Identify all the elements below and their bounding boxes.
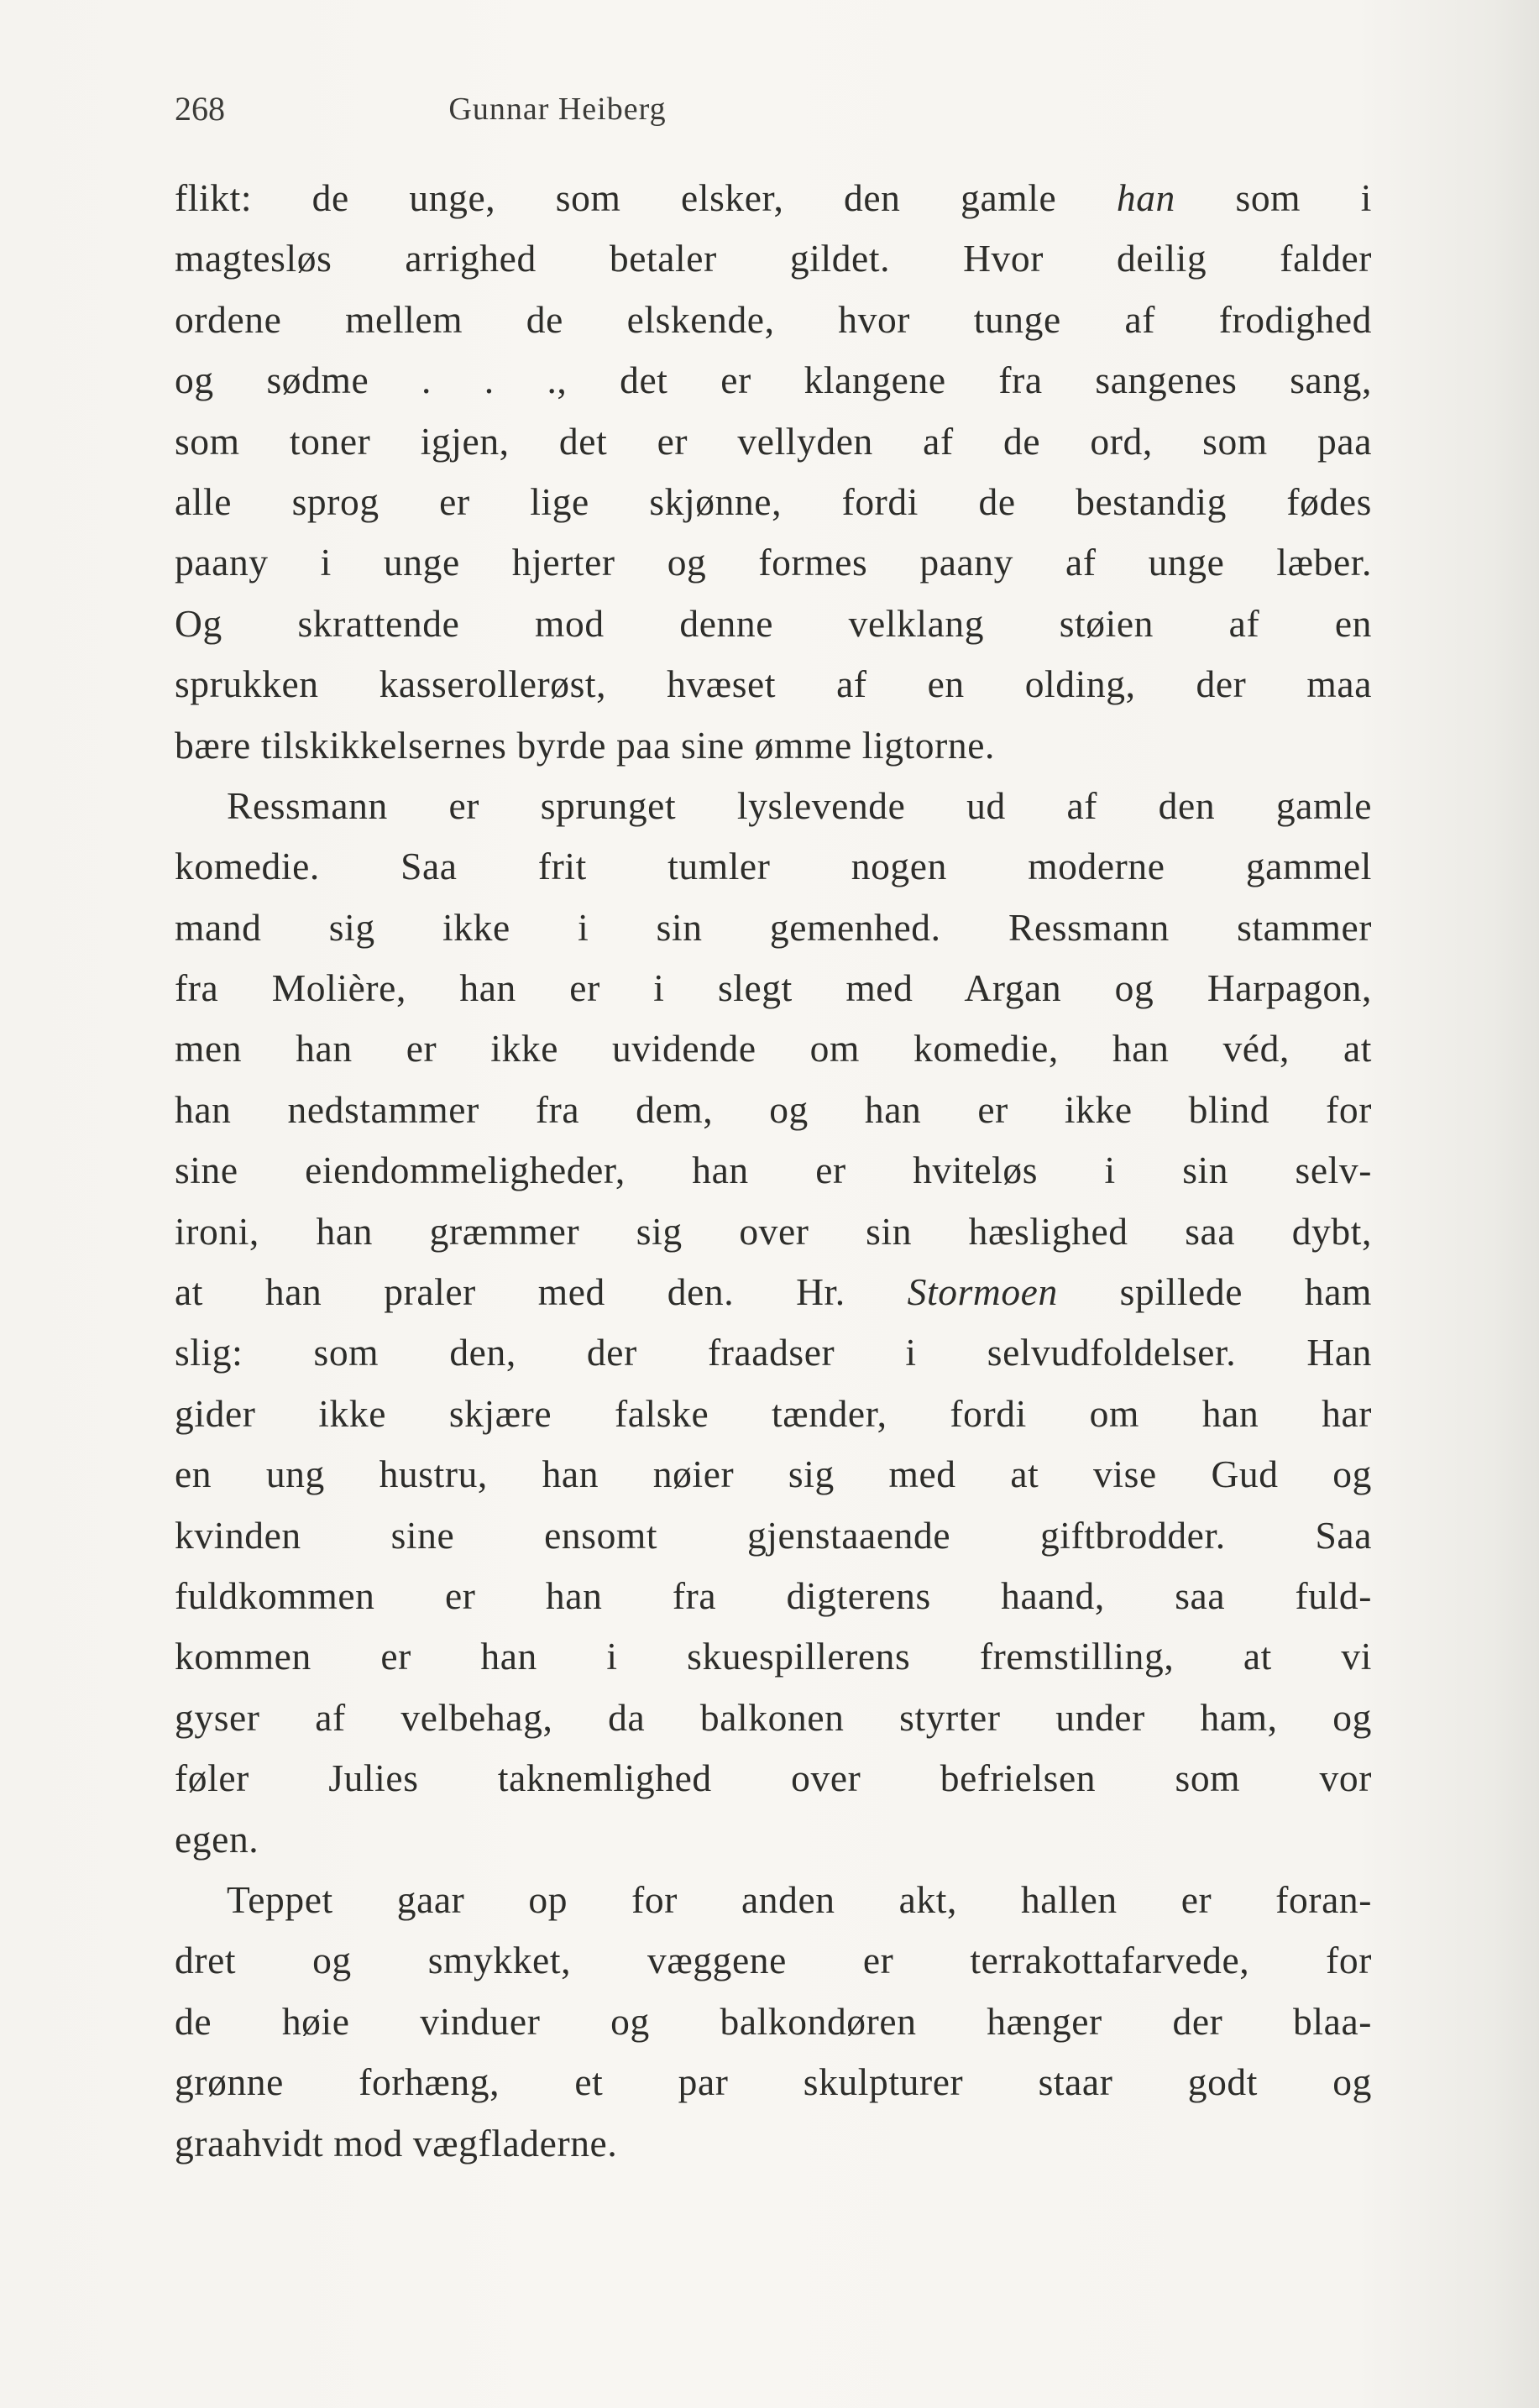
- text-line: og sødme . . ., det er klangene fra sangenes sang,: [175, 359, 1372, 402]
- text-line: komedie. Saa frit tumler nogen moderne gammel: [175, 845, 1372, 888]
- text-run: spillede ham: [1057, 1270, 1372, 1314]
- text-line: fuldkommen er han fra digterens haand, saa fuld-: [175, 1573, 1372, 1617]
- italic-text: Stormoen: [907, 1270, 1058, 1314]
- page-header: [175, 84, 940, 134]
- text-line: grønne forhæng, et par skulpturer staar godt og: [175, 2060, 1372, 2104]
- text-line: kommen er han i skuespillerens fremstilling, at vi: [175, 1635, 1372, 1678]
- text-line: fra Molière, han er i slegt med Argan og Harpagon,: [175, 966, 1372, 1010]
- text-line: Og skrattende mod denne velklang støien af en: [175, 601, 1372, 645]
- text-line: som toner igjen, det er vellyden af de ord, som paa: [175, 419, 1372, 463]
- text-line: Teppet gaar op for anden akt, hallen er foran-: [227, 1877, 1372, 1921]
- text-line: bære tilskikkelsernes byrde paa sine ømme ligtorne.: [175, 723, 996, 767]
- text-line: han nedstammer fra dem, og han er ikke blind for: [175, 1087, 1372, 1131]
- text-run: at han praler med den. Hr.: [175, 1270, 908, 1314]
- italic-text: han: [1116, 176, 1175, 219]
- text-line: kvinden sine ensomt gjenstaaende giftbrodder. Saa: [175, 1513, 1372, 1557]
- text-line: ironi, han græmmer sig over sin hæslighed saa dybt,: [175, 1209, 1372, 1253]
- text-line: gider ikke skjære falske tænder, fordi om han har: [175, 1391, 1372, 1435]
- text-line: alle sprog er lige skjønne, fordi de bestandig fødes: [175, 479, 1372, 523]
- text-run: flikt: de unge, som elsker, den gamle: [175, 176, 1117, 219]
- text-run: som i: [1175, 176, 1372, 219]
- page-number: 268: [175, 90, 225, 128]
- text-line: slig: som den, der fraadser i selvudfoldelser. Han: [175, 1331, 1372, 1374]
- text-line: Ressmann er sprunget lyslevende ud af den gamle: [227, 783, 1372, 827]
- text-line: sprukken kasserollerøst, hvæset af en olding, der maa: [175, 662, 1372, 706]
- text-line: en ung hustru, han nøier sig med at vise Gud og: [175, 1453, 1372, 1496]
- text-line: føler Julies taknemlighed over befrielsen som vor: [175, 1756, 1372, 1800]
- text-line: graahvidt mod vægfladerne.: [175, 2121, 618, 2165]
- text-line: paany i unge hjerter og formes paany af unge læber.: [175, 541, 1372, 584]
- text-line: gyser af velbehag, da balkonen styrter under ham, og: [175, 1695, 1372, 1739]
- text-line: mand sig ikke i sin gemenhed. Ressmann stammer: [175, 905, 1372, 949]
- text-line: egen.: [175, 1817, 259, 1861]
- text-line: [175, 168, 1372, 228]
- text-line: ordene mellem de elskende, hvor tunge af frodighed: [175, 297, 1372, 341]
- running-head: Gunnar Heiberg: [448, 92, 667, 127]
- text-line: magtesløs arrighed betaler gildet. Hvor deilig falder: [175, 237, 1372, 280]
- text-line: [175, 1262, 1372, 1322]
- text-line: dret og smykket, væggene er terrakottafarvede, for: [175, 1939, 1372, 1982]
- body-text: [175, 168, 1372, 2174]
- text-line: de høie vinduer og balkondøren hænger der blaa-: [175, 1999, 1372, 2043]
- text-line: men han er ikke uvidende om komedie, han véd, at: [175, 1027, 1372, 1071]
- text-line: sine eiendommeligheder, han er hviteløs i sin selv-: [175, 1149, 1372, 1192]
